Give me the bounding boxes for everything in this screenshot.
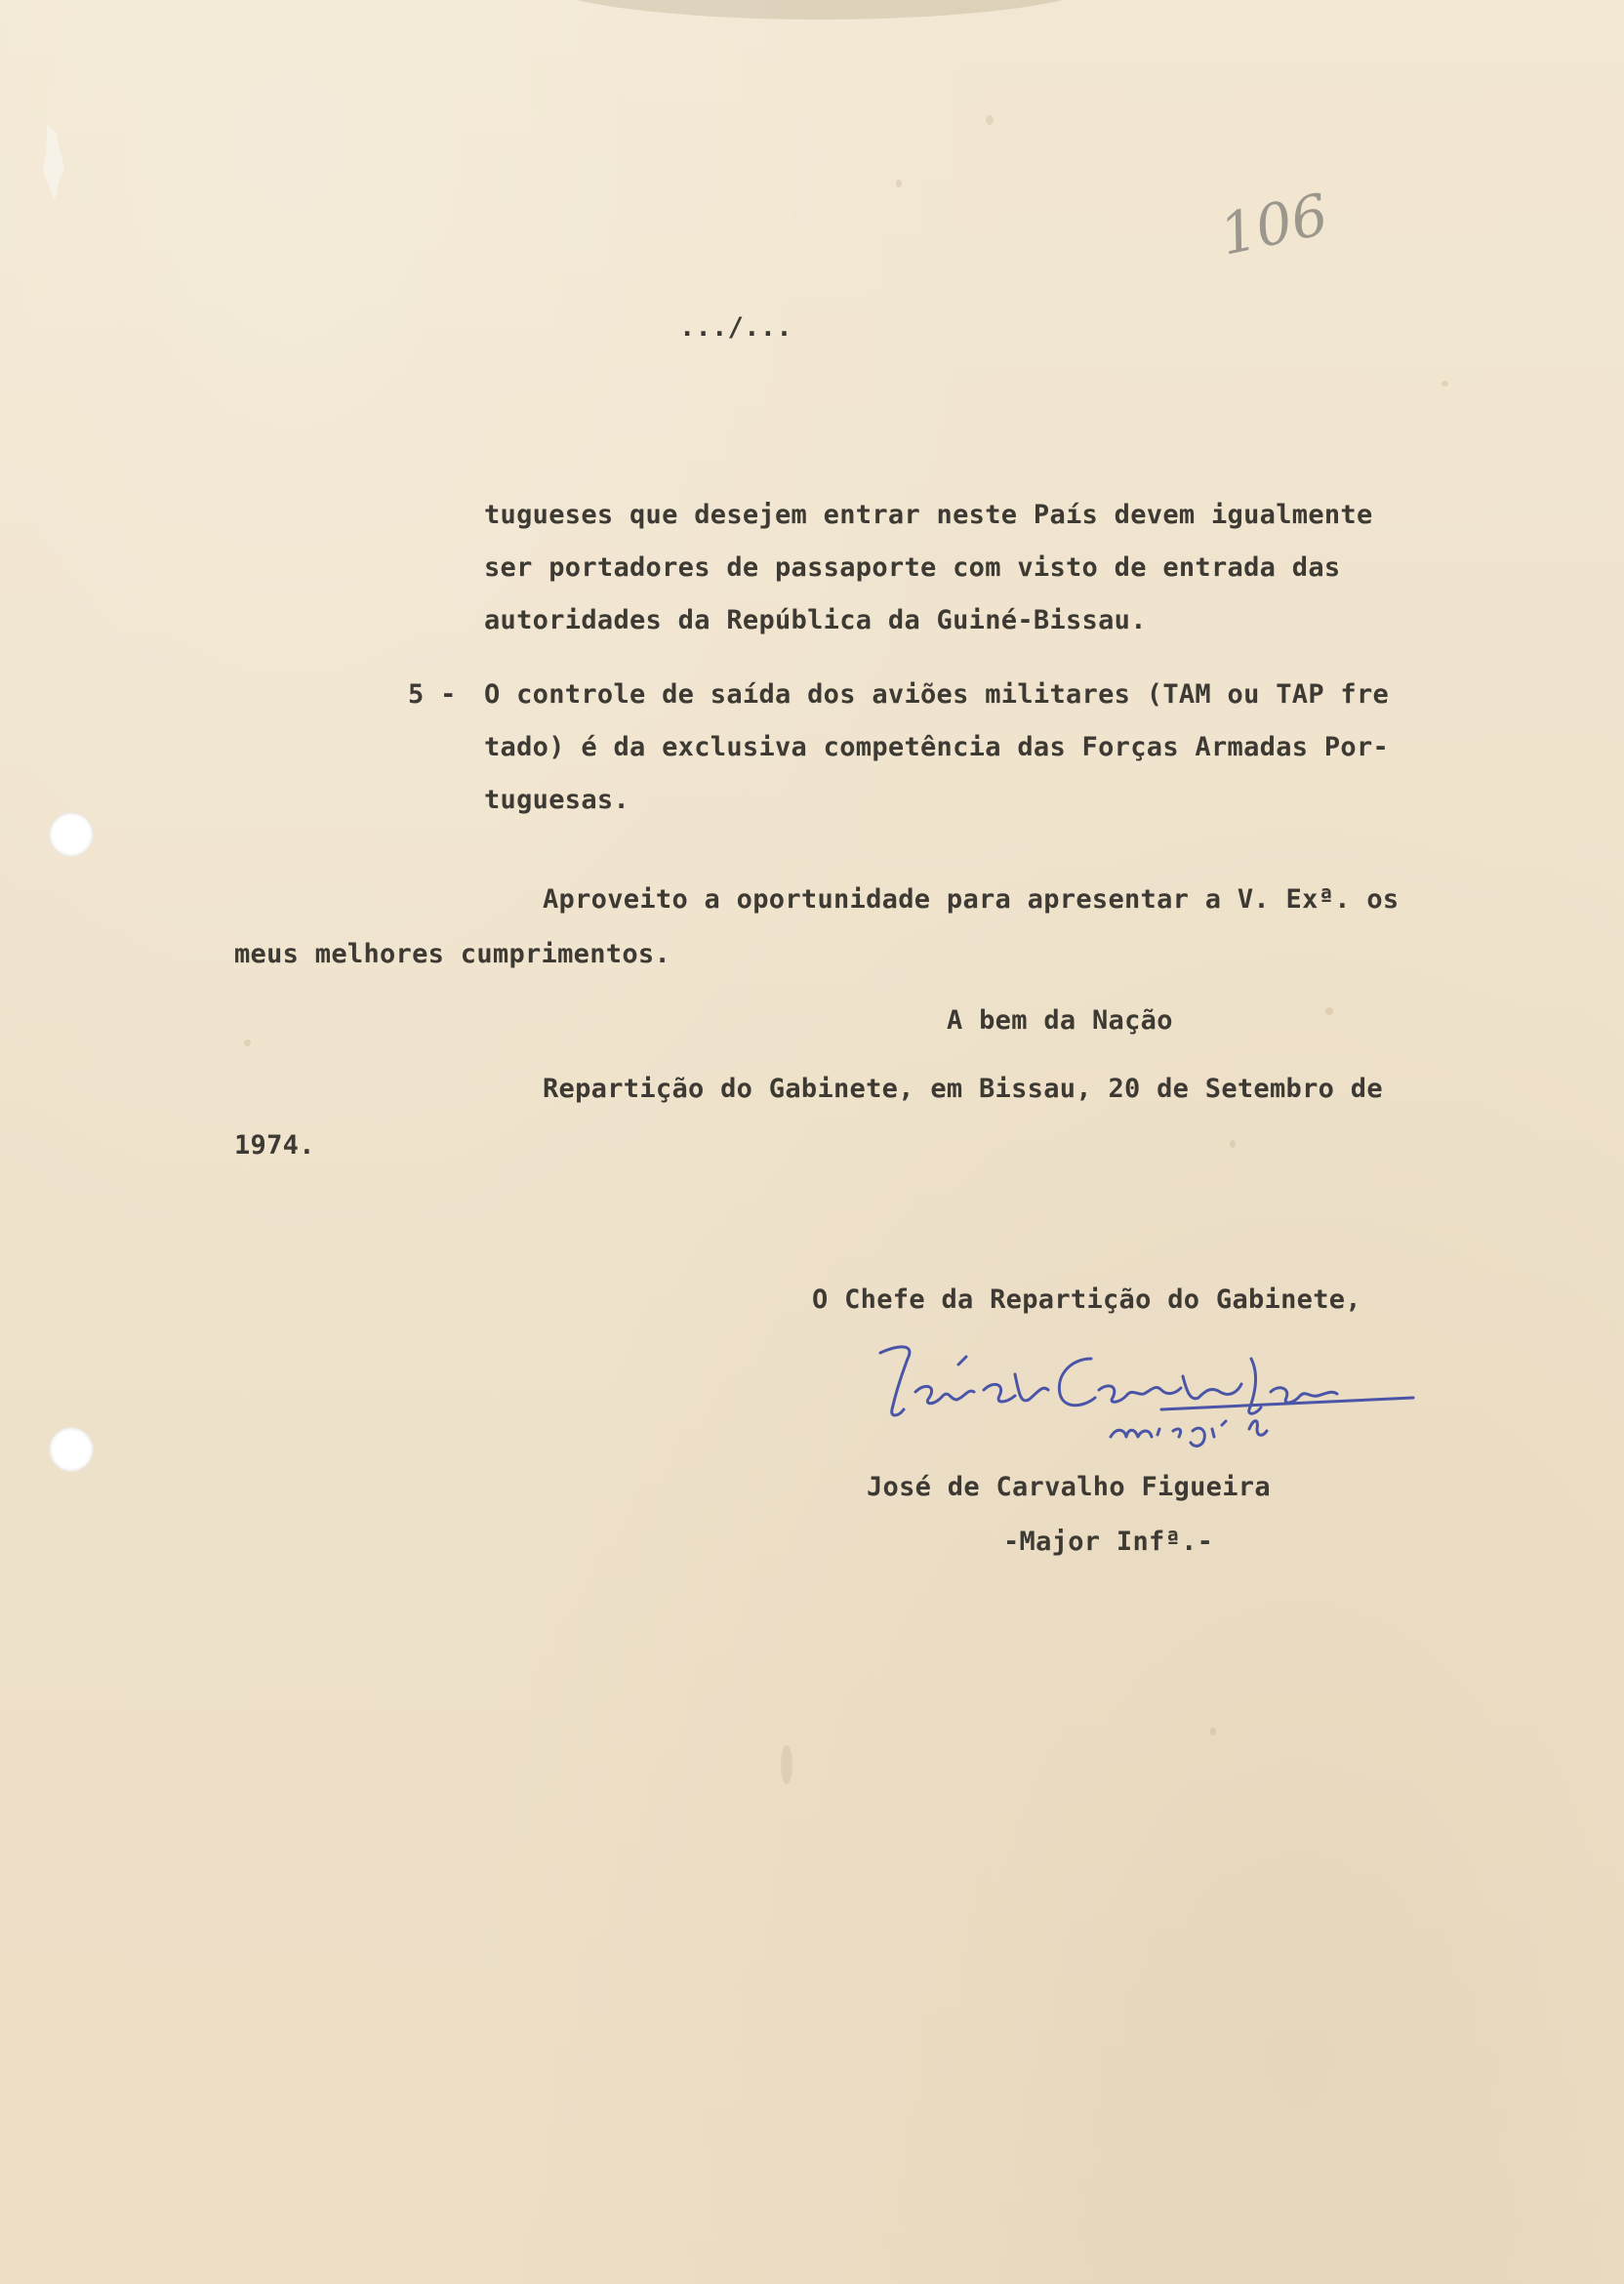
paper-spot — [1441, 381, 1448, 387]
paper-spot — [1210, 1728, 1216, 1735]
item-5-line-1: O controle de saída dos aviões militares (TAM ou TAP fre — [484, 679, 1390, 710]
place-date-line-1: Repartição do Gabinete, em Bissau, 20 de Setembro de — [543, 1074, 1383, 1104]
paper-spot — [986, 115, 994, 125]
paper-spot — [781, 1745, 792, 1784]
signatory-title: O Chefe da Repartição do Gabinete, — [812, 1285, 1361, 1315]
salutation: A bem da Nação — [947, 1005, 1173, 1036]
archive-page-number: 106 — [1214, 181, 1334, 268]
paper-spot — [1230, 1140, 1236, 1148]
punch-hole-lower — [49, 1427, 94, 1472]
punch-hole-upper — [49, 812, 94, 857]
torn-paper-mark — [43, 125, 64, 201]
body-line-3: autoridades da República da Guiné-Bissau. — [484, 605, 1147, 635]
item-5-number: 5 - — [408, 679, 457, 710]
body-line-1: tugueses que desejem entrar neste País devem igualmente — [484, 500, 1373, 530]
continuation-mark: .../... — [679, 312, 792, 343]
signatory-name: José de Carvalho Figueira — [867, 1472, 1271, 1502]
closing-line-1: Aproveito a oportunidade para apresentar a V. Exª. os — [543, 884, 1400, 915]
item-5-line-3: tuguesas. — [484, 785, 629, 815]
paper-spot — [1325, 1007, 1333, 1015]
place-date-line-2: 1974. — [234, 1130, 315, 1161]
paper-spot — [896, 180, 902, 187]
handwritten-signature — [869, 1335, 1415, 1452]
closing-line-2: meus melhores cumprimentos. — [234, 939, 670, 969]
scan-shadow — [527, 0, 1113, 20]
body-line-2: ser portadores de passaporte com visto de entrada das — [484, 552, 1341, 583]
item-5-line-2: tado) é da exclusiva competência das Forças Armadas Por- — [484, 732, 1390, 762]
paper-spot — [244, 1040, 251, 1046]
signatory-rank: -Major Infª.- — [1003, 1527, 1214, 1557]
